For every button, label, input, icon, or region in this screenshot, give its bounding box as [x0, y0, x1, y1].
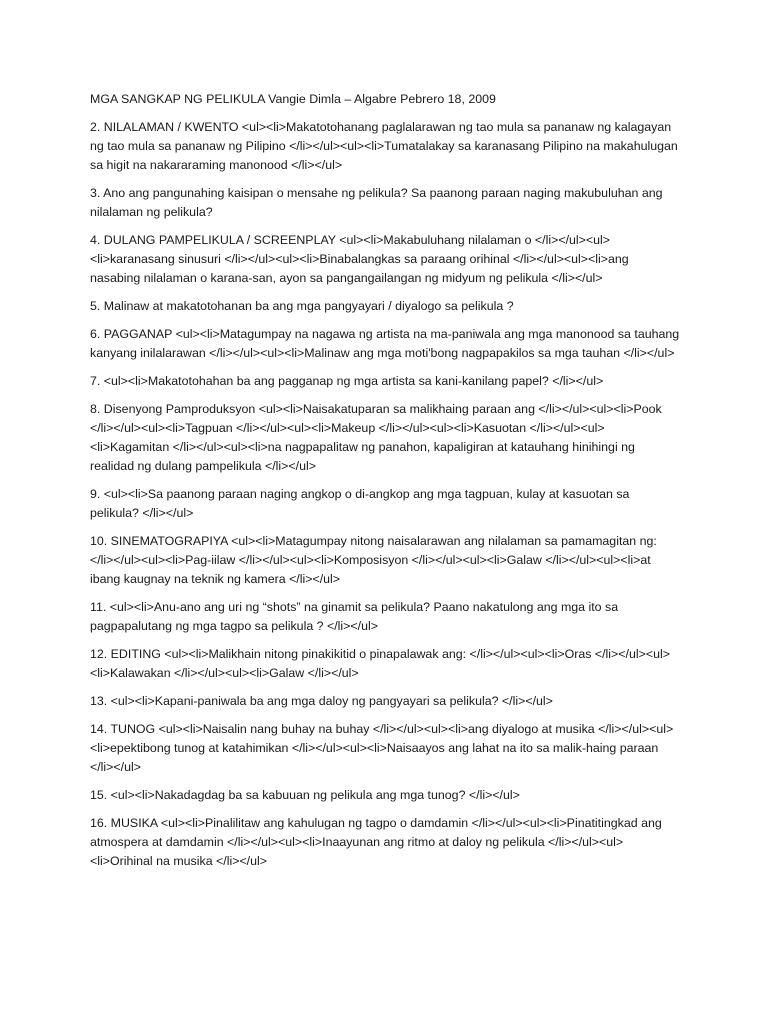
paragraph-13-question: 13. <ul><li>Kapani-paniwala ba ang mga daloy ng pangyayari sa pelikula? </li></ul> — [90, 694, 553, 708]
paragraph-15-question: 15. <ul><li>Nakadagdag ba sa kabuuan ng pelikula ang mga tunog? </li></ul> — [90, 788, 520, 802]
document-title: MGA SANGKAP NG PELIKULA Vangie Dimla – Algabre Pebrero 18, 2009 — [90, 92, 496, 106]
paragraph-8-disenyong-pamproduksyon: 8. Disenyong Pamproduksyon <ul><li>Naisakatuparan sa malikhaing paraan ang </li></ul><ul><li>Pook </li></ul><ul><li>Tagpuan </li></ul><ul><li>Makeup </li></ul><ul><li>Kasuotan </li></ul><ul><li>Kagamitan </li></ul><ul><li>na nagpapalitaw ng panahon, kapaligiran at katauhang hinihingi ng realidad ng dulang pampelikula </li></ul> — [90, 402, 662, 473]
paragraph-10-sinematograpiya: 10. SINEMATOGRAPIYA <ul><li>Matagumpay nitong naisalarawan ang nilalaman sa pamamagitan ng: </li></ul><ul><li>Pag-iilaw </li></ul><ul><li>Komposisyon </li></ul><ul><li>Galaw </li></ul><ul><li>at ibang kaugnay na teknik ng kamera </li></ul> — [90, 534, 657, 586]
paragraph-2-nilalaman: 2. NILALAMAN / KWENTO <ul><li>Makatotohanang paglalarawan ng tao mula sa pananaw ng kalagayan ng tao mula sa pananaw ng Pilipino </li></ul><ul><li>Tumatalakay sa karanasang Pilipino na makahulugan sa higit na nakararaming manonood </li></ul> — [90, 120, 678, 172]
document-page — [90, 90, 680, 880]
paragraph-6-pagganap: 6. PAGGANAP <ul><li>Matagumpay na nagawa ng artista na ma-paniwala ang mga manonood sa tauhang kanyang inilalarawan </li></ul><ul><li>Malinaw ang mga moti'bong nagpapakilos sa mga tauhan </li></ul> — [90, 327, 680, 360]
paragraph-11-question: 11. <ul><li>Anu-ano ang uri ng “shots” na ginamit sa pelikula? Paano nakatulong ang mga ito sa pagpapalutang ng mga tagpo sa pelikula ? </li></ul> — [90, 600, 619, 633]
paragraph-14-tunog: 14. TUNOG <ul><li>Naisalin nang buhay na buhay </li></ul><ul><li>ang diyalogo at musika </li></ul><ul><li>epektibong tunog at katahimikan </li></ul><ul><li>Naisaayos ang lahat na ito sa malik-haing paraan </li></ul> — [90, 722, 674, 774]
paragraph-3-question: 3. Ano ang pangunahing kaisipan o mensahe ng pelikula? Sa paanong paraan naging makubuluhan ang nilalaman ng pelikula? — [90, 186, 663, 219]
paragraph-9-question: 9. <ul><li>Sa paanong paraan naging angkop o di-angkop ang mga tagpuan, kulay at kasuotan sa pelikula? </li></ul> — [90, 487, 630, 520]
paragraph-12-editing: 12. EDITING <ul><li>Malikhain nitong pinakikitid o pinapalawak ang: </li></ul><ul><li>Oras </li></ul><ul><li>Kalawakan </li></ul><ul><li>Galaw </li></ul> — [90, 647, 670, 680]
paragraph-7-question: 7. <ul><li>Makatotohahan ba ang pagganap ng mga artista sa kani-kanilang papel? </li></ul> — [90, 374, 604, 388]
paragraph-5-question: 5. Malinaw at makatotohanan ba ang mga pangyayari / diyalogo sa pelikula ? — [90, 299, 514, 313]
paragraph-4-screenplay: 4. DULANG PAMPELIKULA / SCREENPLAY <ul><li>Makabuluhang nilalaman o </li></ul><ul><li>karanasang sinusuri </li></ul><ul><li>Binabalangkas sa paraang orihinal </li></ul><ul><li>ang nasabing nilalaman o karana-san, ayon sa pangangailangan ng midyum ng pelikula </li></ul> — [90, 233, 629, 285]
paragraph-16-musika: 16. MUSIKA <ul><li>Pinalilitaw ang kahulugan ng tagpo o damdamin </li></ul><ul><li>Pinatitingkad ang atmospera at damdamin </li></ul><ul><li>Inaayunan ang ritmo at daloy ng pelikula </li></ul><ul><li>Orihinal na musika </li></ul> — [90, 816, 662, 868]
